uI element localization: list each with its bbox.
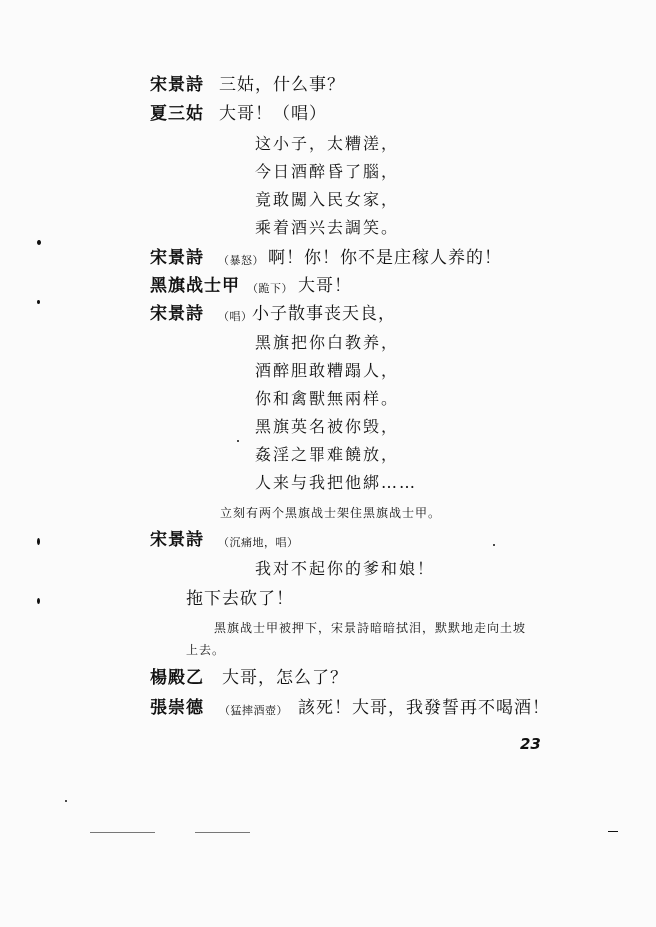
stage-direction-inline: （暴怒） [218, 254, 264, 267]
stage-direction: 黑旗战士甲被押下，宋景詩暗暗拭泪，默默地走向土坡 [214, 621, 527, 635]
dialogue-text: 三姑，什么事？ [219, 75, 345, 95]
song-verse: 黑旗把你白教养， [255, 333, 400, 352]
speaker-name: 楊殿乙 [150, 668, 204, 688]
dialogue-text: 該死！大哥，我發誓再不喝酒！ [298, 698, 550, 718]
stage-direction-inline: （猛摔酒壺） [219, 704, 288, 717]
scan-speck [37, 538, 40, 545]
song-verse: 酒醉胆敢糟蹋人， [255, 361, 400, 380]
song-verse: 今日酒醉昏了腦， [255, 162, 400, 181]
stage-direction: 立刻有两个黑旗战士架住黑旗战士甲。 [220, 506, 442, 520]
scan-speck [237, 440, 239, 442]
song-verse: 竟敢闖入民女家， [255, 190, 400, 209]
dialogue-text: 大哥，怎么了？ [222, 668, 348, 688]
song-verse: 你和禽獸無兩样。 [255, 389, 400, 408]
page-number: 23 [520, 735, 541, 753]
stage-direction-inline: （跪下） [247, 282, 293, 295]
speaker-name: 宋景詩 [150, 75, 204, 95]
song-verse: 这小子，太糟溠， [255, 134, 400, 153]
dialogue-text: 小子散事丧天良， [252, 304, 396, 324]
scan-speck [195, 832, 250, 833]
speaker-name: 黑旗战士甲 [150, 276, 240, 296]
speaker-name: 宋景詩 [150, 304, 204, 324]
song-verse: 黑旗英名被你毁， [255, 417, 400, 436]
scan-speck [37, 598, 40, 604]
dialogue-text: 大哥！ [298, 276, 352, 296]
stage-direction-inline: （沉痛地，唱） [218, 536, 299, 549]
speaker-name: 張崇德 [150, 698, 204, 718]
scan-speck [65, 800, 67, 802]
song-verse: 姦淫之罪难饒放， [255, 445, 400, 464]
dialogue-text: 大哥！（唱） [219, 104, 327, 124]
speaker-name: 宋景詩 [150, 248, 204, 268]
dialogue-text: 啊！你！你不是庄稼人养的！ [268, 248, 502, 268]
stage-direction: 上去。 [186, 643, 226, 657]
dialogue-text: 拖下去砍了！ [186, 589, 294, 609]
speaker-name: 夏三姑 [150, 104, 204, 124]
scan-speck [37, 300, 40, 304]
speaker-name: 宋景詩 [150, 530, 204, 550]
song-verse: 我对不起你的爹和娘！ [255, 559, 436, 578]
scan-speck [493, 544, 495, 546]
song-verse: 人来与我把他綁…… [255, 473, 418, 492]
song-verse: 乘着酒兴去調笑。 [255, 218, 400, 237]
scan-speck [37, 240, 41, 245]
scan-speck [90, 832, 155, 833]
scan-speck [608, 831, 618, 832]
stage-direction-inline: （唱） [218, 310, 253, 323]
